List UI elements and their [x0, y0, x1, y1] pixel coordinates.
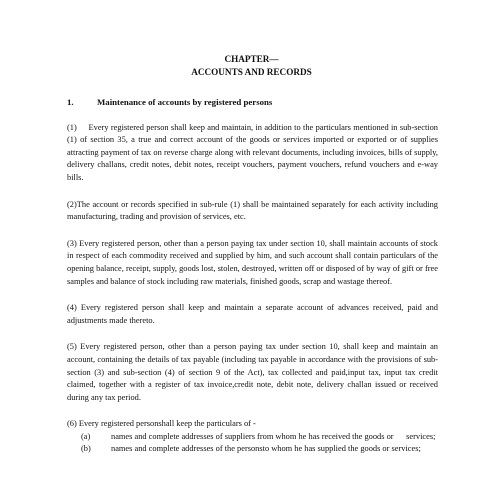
paragraph-4: (4) Every registered person shall keep and maintain a separate account of advances received, paid and adjustments made thereto. [67, 303, 438, 325]
section-number: 1. [67, 97, 74, 107]
paragraph-3: (3) Every registered person, other than a person paying tax under section 10, shall maintain accounts of stock in respect of each commodity received and supplied by him, and such account shall contain particulars of the opening balance, receipt, supply, goods lost, stolen, destroyed, written off or disposed of by way of gift or free samples and balance of stock including raw materials, finished goods, scrap and wastage thereof. [67, 238, 438, 286]
chapter-label: CHAPTER— [224, 54, 279, 64]
subitem-label: (a) [81, 431, 91, 441]
paragraph-5: (5) Every registered person, other than a person paying tax under section 10, shall keep and maintain an account, containing the details of tax payable (including tax payable in accordance with the provisions of sub-section (3) and sub-section (4) of section 9 of the Act), tax collected and paid,input tax, input tax credit claimed, together with a register of tax invoice,credit note, debit note, delivery challan issued or received during any tax period. [67, 342, 438, 402]
subitem-b [67, 443, 438, 456]
section-heading [67, 96, 438, 109]
subitem-text: names and complete addresses of the personsto whom he has supplied the goods or services; [111, 444, 421, 454]
chapter-title: ACCOUNTS AND RECORDS [191, 67, 312, 77]
subitem-list [67, 431, 438, 456]
section-title: Maintenance of accounts by registered persons [97, 97, 273, 107]
paragraph-2: (2)The account or records specified in sub-rule (1) shall be maintained separately for each activity including manufacturing, trading and provision of services, etc. [67, 199, 438, 222]
subitem-label: (b) [81, 444, 91, 454]
subitem-text: names and complete addresses of suppliers from whom he has received the goods or services; [111, 431, 436, 441]
paragraph-1: (1) Every registered person shall keep and maintain, in addition to the particulars mentioned in sub-section (1) of section 35, a true and correct account of the goods or services imported or exported or of supplies attracting payment of tax on reverse charge along with relevant documents, including invoices, bills of supply, delivery challans, credit notes, debit notes, receipt vouchers, payment vouchers, refund vouchers and e-way bills. [67, 122, 438, 182]
subitem-a [67, 431, 438, 444]
paragraph-6: (6) Every registered personshall keep the particulars of - [67, 419, 256, 429]
